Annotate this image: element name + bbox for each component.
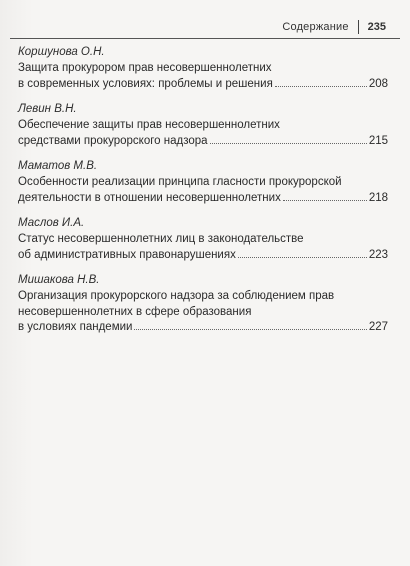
toc-title-text: в современных условиях: проблемы и решения xyxy=(18,77,273,90)
running-head-section: Содержание xyxy=(282,21,349,33)
toc-title-last-line xyxy=(18,134,388,150)
toc-title-last-line xyxy=(18,248,388,264)
toc-page-number: 223 xyxy=(368,248,388,261)
table-of-contents xyxy=(18,44,388,345)
toc-title-line: Особенности реализации принципа гласности прокурорской xyxy=(18,176,342,188)
toc-title-line: Защита прокурором прав несовершеннолетних xyxy=(18,62,272,74)
toc-entry xyxy=(18,158,388,206)
dot-leader xyxy=(283,199,367,201)
running-head xyxy=(282,20,386,34)
running-head-separator xyxy=(358,20,359,34)
toc-title-text: деятельности в отношении несовершеннолетних xyxy=(18,191,281,204)
dot-leader xyxy=(134,328,366,330)
toc-author: Мишакова Н.В. xyxy=(18,274,100,286)
page-number: 235 xyxy=(367,21,386,33)
toc-title-last-line xyxy=(18,191,388,207)
toc-entry xyxy=(18,272,388,336)
dot-leader xyxy=(210,142,367,144)
toc-title-last-line xyxy=(18,77,388,93)
toc-page-number: 227 xyxy=(368,321,388,333)
header-rule xyxy=(10,38,400,39)
toc-title-text: об административных правонарушениях xyxy=(18,248,236,261)
toc-author: Маматов М.В. xyxy=(18,160,98,172)
dot-leader xyxy=(275,85,367,87)
toc-title-line: Обеспечение защиты прав несовершеннолетних xyxy=(18,119,280,131)
toc-title-line: Организация прокурорского надзора за соблюдением прав xyxy=(18,290,335,302)
toc-author: Левин В.Н. xyxy=(18,103,77,115)
dot-leader xyxy=(238,256,367,258)
toc-title-line: несовершеннолетних в сфере образования xyxy=(18,305,252,318)
toc-author: Маслов И.А. xyxy=(18,217,85,229)
toc-title-line: Статус несовершеннолетних лиц в законодательстве xyxy=(18,233,304,245)
toc-author: Коршунова О.Н. xyxy=(18,46,105,58)
toc-title-text: в условиях пандемии xyxy=(18,321,133,333)
toc-title-last-line xyxy=(18,320,388,336)
toc-page-number: 215 xyxy=(368,134,388,147)
toc-page-number: 218 xyxy=(368,191,388,204)
toc-title-text: средствами прокурорского надзора xyxy=(18,134,208,147)
toc-entry xyxy=(18,101,388,149)
toc-entry xyxy=(18,44,388,92)
toc-page-number: 208 xyxy=(368,77,388,90)
toc-entry xyxy=(18,215,388,263)
